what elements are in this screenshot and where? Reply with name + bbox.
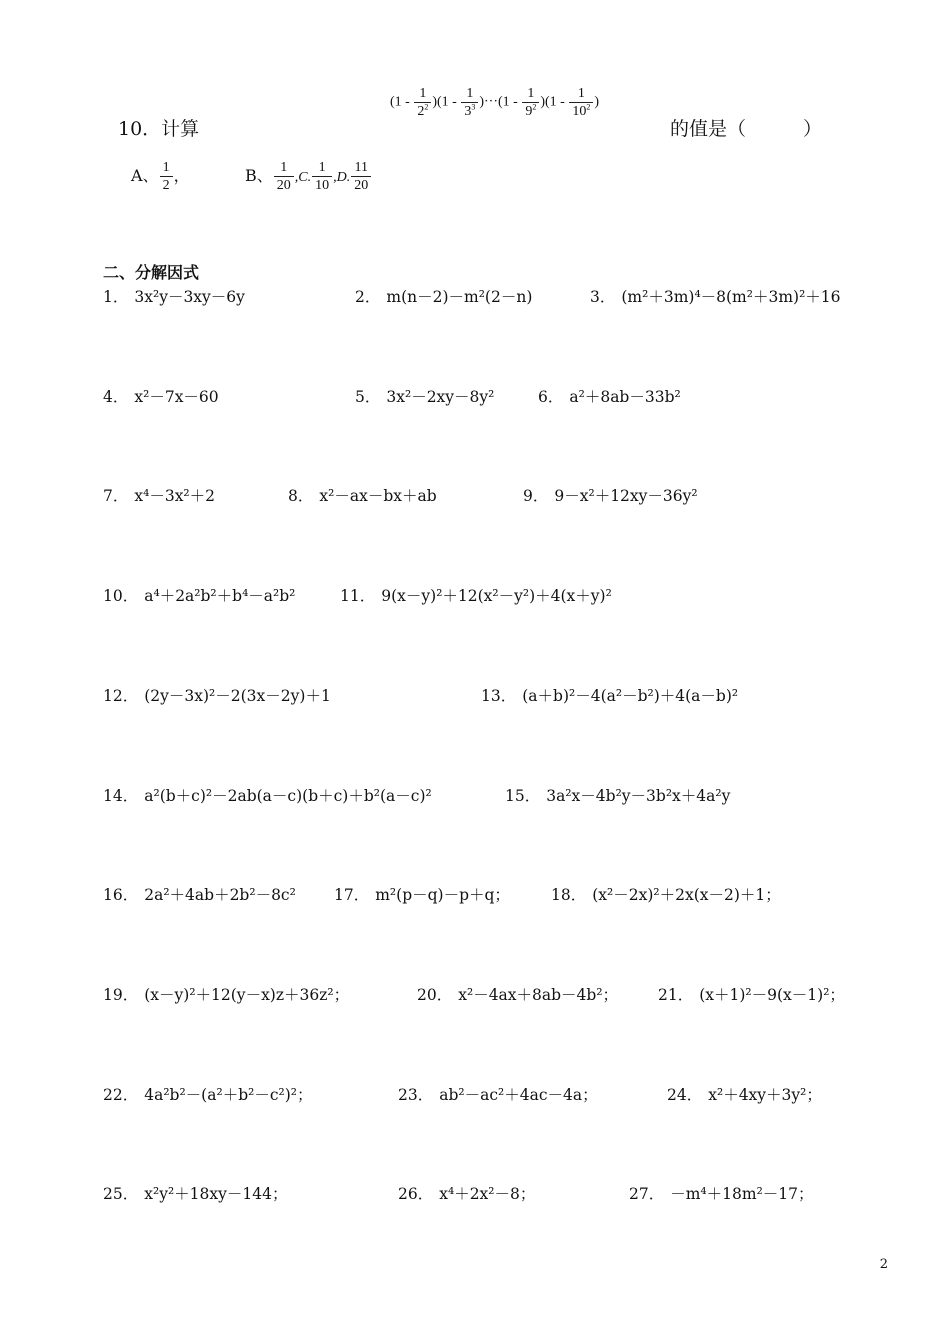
option-a-fraction: [160, 160, 173, 193]
problem-3: [590, 285, 841, 307]
problem-expression: x²＋4xy＋3y²；: [708, 1086, 822, 1104]
problem-expression: ab²－ac²＋4ac－4a；: [439, 1086, 598, 1104]
problem-expression: x²－ax－bx＋ab: [319, 487, 437, 505]
option-b-fraction: [274, 160, 294, 193]
problem-number: 16．: [103, 886, 139, 904]
problem-5: [355, 385, 494, 407]
problem-4: [103, 385, 219, 407]
problem-number: 26．: [398, 1185, 434, 1203]
problem-number: 27．: [629, 1185, 665, 1203]
fraction-3-base: 9: [525, 104, 533, 119]
option-c-denominator: 10: [315, 178, 330, 193]
problem-number: 17．: [334, 886, 370, 904]
problem-expression: 3a²x－4b²y－3b²x＋4a²y: [546, 787, 731, 805]
problem-number: 2．: [355, 288, 381, 306]
problem-expression: 4a²b²－(a²＋b²－c²)²；: [144, 1086, 313, 1104]
problem-number: 14．: [103, 787, 139, 805]
problem-expression: 9(x－y)²＋12(x²－y²)＋4(x＋y)²: [381, 587, 612, 605]
problem-18: [551, 883, 781, 905]
question-10-expression: [390, 86, 599, 119]
problem-11: [340, 584, 612, 606]
factor-1-close: ): [432, 94, 437, 110]
problem-expression: x²y²＋18xy－144；: [144, 1185, 288, 1203]
problem-expression: －m⁴＋18m²－17；: [670, 1185, 814, 1203]
fraction-1-exponent: 2: [424, 102, 429, 112]
problem-expression: (x²－2x)²＋2x(x－2)＋1；: [592, 886, 781, 904]
problem-expression: 2a²＋4ab＋2b²－8c²: [144, 886, 296, 904]
fraction-2-exponent: 3: [471, 102, 476, 112]
fraction-2-base: 3: [464, 104, 472, 119]
factor-1-open: (1 -: [390, 94, 414, 110]
problem-19: [103, 983, 349, 1005]
fraction-4-numerator: 1: [569, 86, 593, 103]
problem-10: [103, 584, 295, 606]
factor-3-open: (1 -: [498, 94, 522, 110]
problem-21: [658, 983, 845, 1005]
question-10-suffix: 的值是（ ）: [670, 118, 823, 140]
problem-expression: m(n－2)－m²(2－n): [386, 288, 533, 306]
factor-2-open: (1 -: [437, 94, 461, 110]
option-a-label: A、: [131, 166, 159, 185]
page-number: 2: [879, 1257, 888, 1272]
factor-4-close: ): [594, 94, 599, 110]
problem-number: 23．: [398, 1086, 434, 1104]
fraction-2-numerator: 1: [461, 86, 478, 103]
problem-number: 11．: [340, 587, 376, 605]
problem-expression: (2y－3x)²－2(3x－2y)＋1: [144, 687, 331, 705]
problem-number: 10．: [103, 587, 139, 605]
option-b-denominator: 20: [276, 178, 291, 193]
problem-25: [103, 1182, 287, 1204]
problem-16: [103, 883, 296, 905]
option-c-fraction: [312, 160, 332, 193]
problem-20: [417, 983, 618, 1005]
problem-9: [523, 484, 698, 506]
problem-expression: (x－y)²＋12(y－x)z＋36z²；: [144, 986, 350, 1004]
option-a-separator: ，: [173, 166, 190, 185]
problem-24: [667, 1083, 822, 1105]
section-title: 二、分解因式: [103, 263, 200, 282]
problem-expression: a⁴＋2a²b²＋b⁴－a²b²: [144, 587, 296, 605]
problem-number: 20．: [417, 986, 453, 1004]
fraction-4: [569, 86, 593, 119]
problem-expression: x⁴＋2x²－8；: [439, 1185, 536, 1203]
problem-expression: (m²＋3m)⁴－8(m²＋3m)²＋16: [621, 288, 841, 306]
problem-expression: m²(p－q)－p＋q；: [375, 886, 510, 904]
problem-number: 15．: [505, 787, 541, 805]
problem-expression: 3x²－2xy－8y²: [386, 388, 495, 406]
problem-number: 19．: [103, 986, 139, 1004]
problem-number: 13．: [481, 687, 517, 705]
problem-expression: a²(b＋c)²－2ab(a－c)(b＋c)＋b²(a－c)²: [144, 787, 432, 805]
factor-3-close: ): [540, 94, 545, 110]
problem-number: 24．: [667, 1086, 703, 1104]
fraction-4-exponent: 2: [586, 102, 591, 112]
fraction-3-exponent: 2: [532, 102, 537, 112]
problem-number: 3．: [590, 288, 616, 306]
problem-number: 18．: [551, 886, 587, 904]
factor-4-open: (1 -: [545, 94, 569, 110]
problem-17: [334, 883, 510, 905]
problem-2: [355, 285, 532, 307]
problem-22: [103, 1083, 312, 1105]
problem-expression: 9－x²＋12xy－36y²: [554, 487, 698, 505]
problem-14: [103, 784, 432, 806]
question-10-label: 10．计算: [118, 118, 200, 140]
problem-number: 25．: [103, 1185, 139, 1203]
fraction-1-numerator: 1: [414, 86, 431, 103]
option-b-label: B、: [245, 166, 273, 185]
options-b-c-d: [245, 160, 372, 193]
problem-number: 8．: [288, 487, 314, 505]
problem-expression: x⁴－3x²＋2: [134, 487, 216, 505]
ellipsis: ···: [484, 94, 498, 110]
problem-8: [288, 484, 437, 506]
fraction-4-base: 10: [572, 104, 587, 119]
problem-12: [103, 684, 331, 706]
problem-number: 7．: [103, 487, 129, 505]
option-a-denominator: 2: [162, 178, 170, 193]
fraction-3: [522, 86, 539, 119]
option-c-label: ,C.: [294, 170, 312, 185]
option-b-numerator: 1: [274, 160, 294, 177]
factor-2-close: ): [479, 94, 484, 110]
problem-expression: (a＋b)²－4(a²－b²)＋4(a－b)²: [522, 687, 739, 705]
fraction-1: [414, 86, 431, 119]
problem-number: 21．: [658, 986, 694, 1004]
problem-26: [398, 1182, 535, 1204]
problem-6: [538, 385, 681, 407]
option-a: [131, 160, 190, 193]
fraction-1-base: 2: [417, 104, 425, 119]
option-d-denominator: 20: [354, 178, 369, 193]
problem-23: [398, 1083, 598, 1105]
problem-number: 5．: [355, 388, 381, 406]
option-d-label: ,D.: [333, 170, 351, 185]
option-a-numerator: 1: [160, 160, 173, 177]
problem-number: 12．: [103, 687, 139, 705]
option-d-fraction: [351, 160, 371, 193]
option-c-numerator: 1: [312, 160, 332, 177]
option-d-numerator: 11: [351, 160, 371, 177]
problem-expression: (x＋1)²－9(x－1)²；: [699, 986, 845, 1004]
problem-number: 1．: [103, 288, 129, 306]
problem-15: [505, 784, 730, 806]
problem-expression: x²－4ax＋8ab－4b²；: [458, 986, 619, 1004]
fraction-3-numerator: 1: [522, 86, 539, 103]
problem-number: 22．: [103, 1086, 139, 1104]
problem-7: [103, 484, 215, 506]
problem-expression: 3x²y－3xy－6y: [134, 288, 245, 306]
problem-1: [103, 285, 245, 307]
problem-27: [629, 1182, 814, 1204]
problem-number: 9．: [523, 487, 549, 505]
problem-number: 4．: [103, 388, 129, 406]
fraction-2: [461, 86, 478, 119]
problem-expression: x²－7x－60: [134, 388, 219, 406]
problem-expression: a²＋8ab－33b²: [569, 388, 681, 406]
problem-13: [481, 684, 738, 706]
problem-number: 6．: [538, 388, 564, 406]
